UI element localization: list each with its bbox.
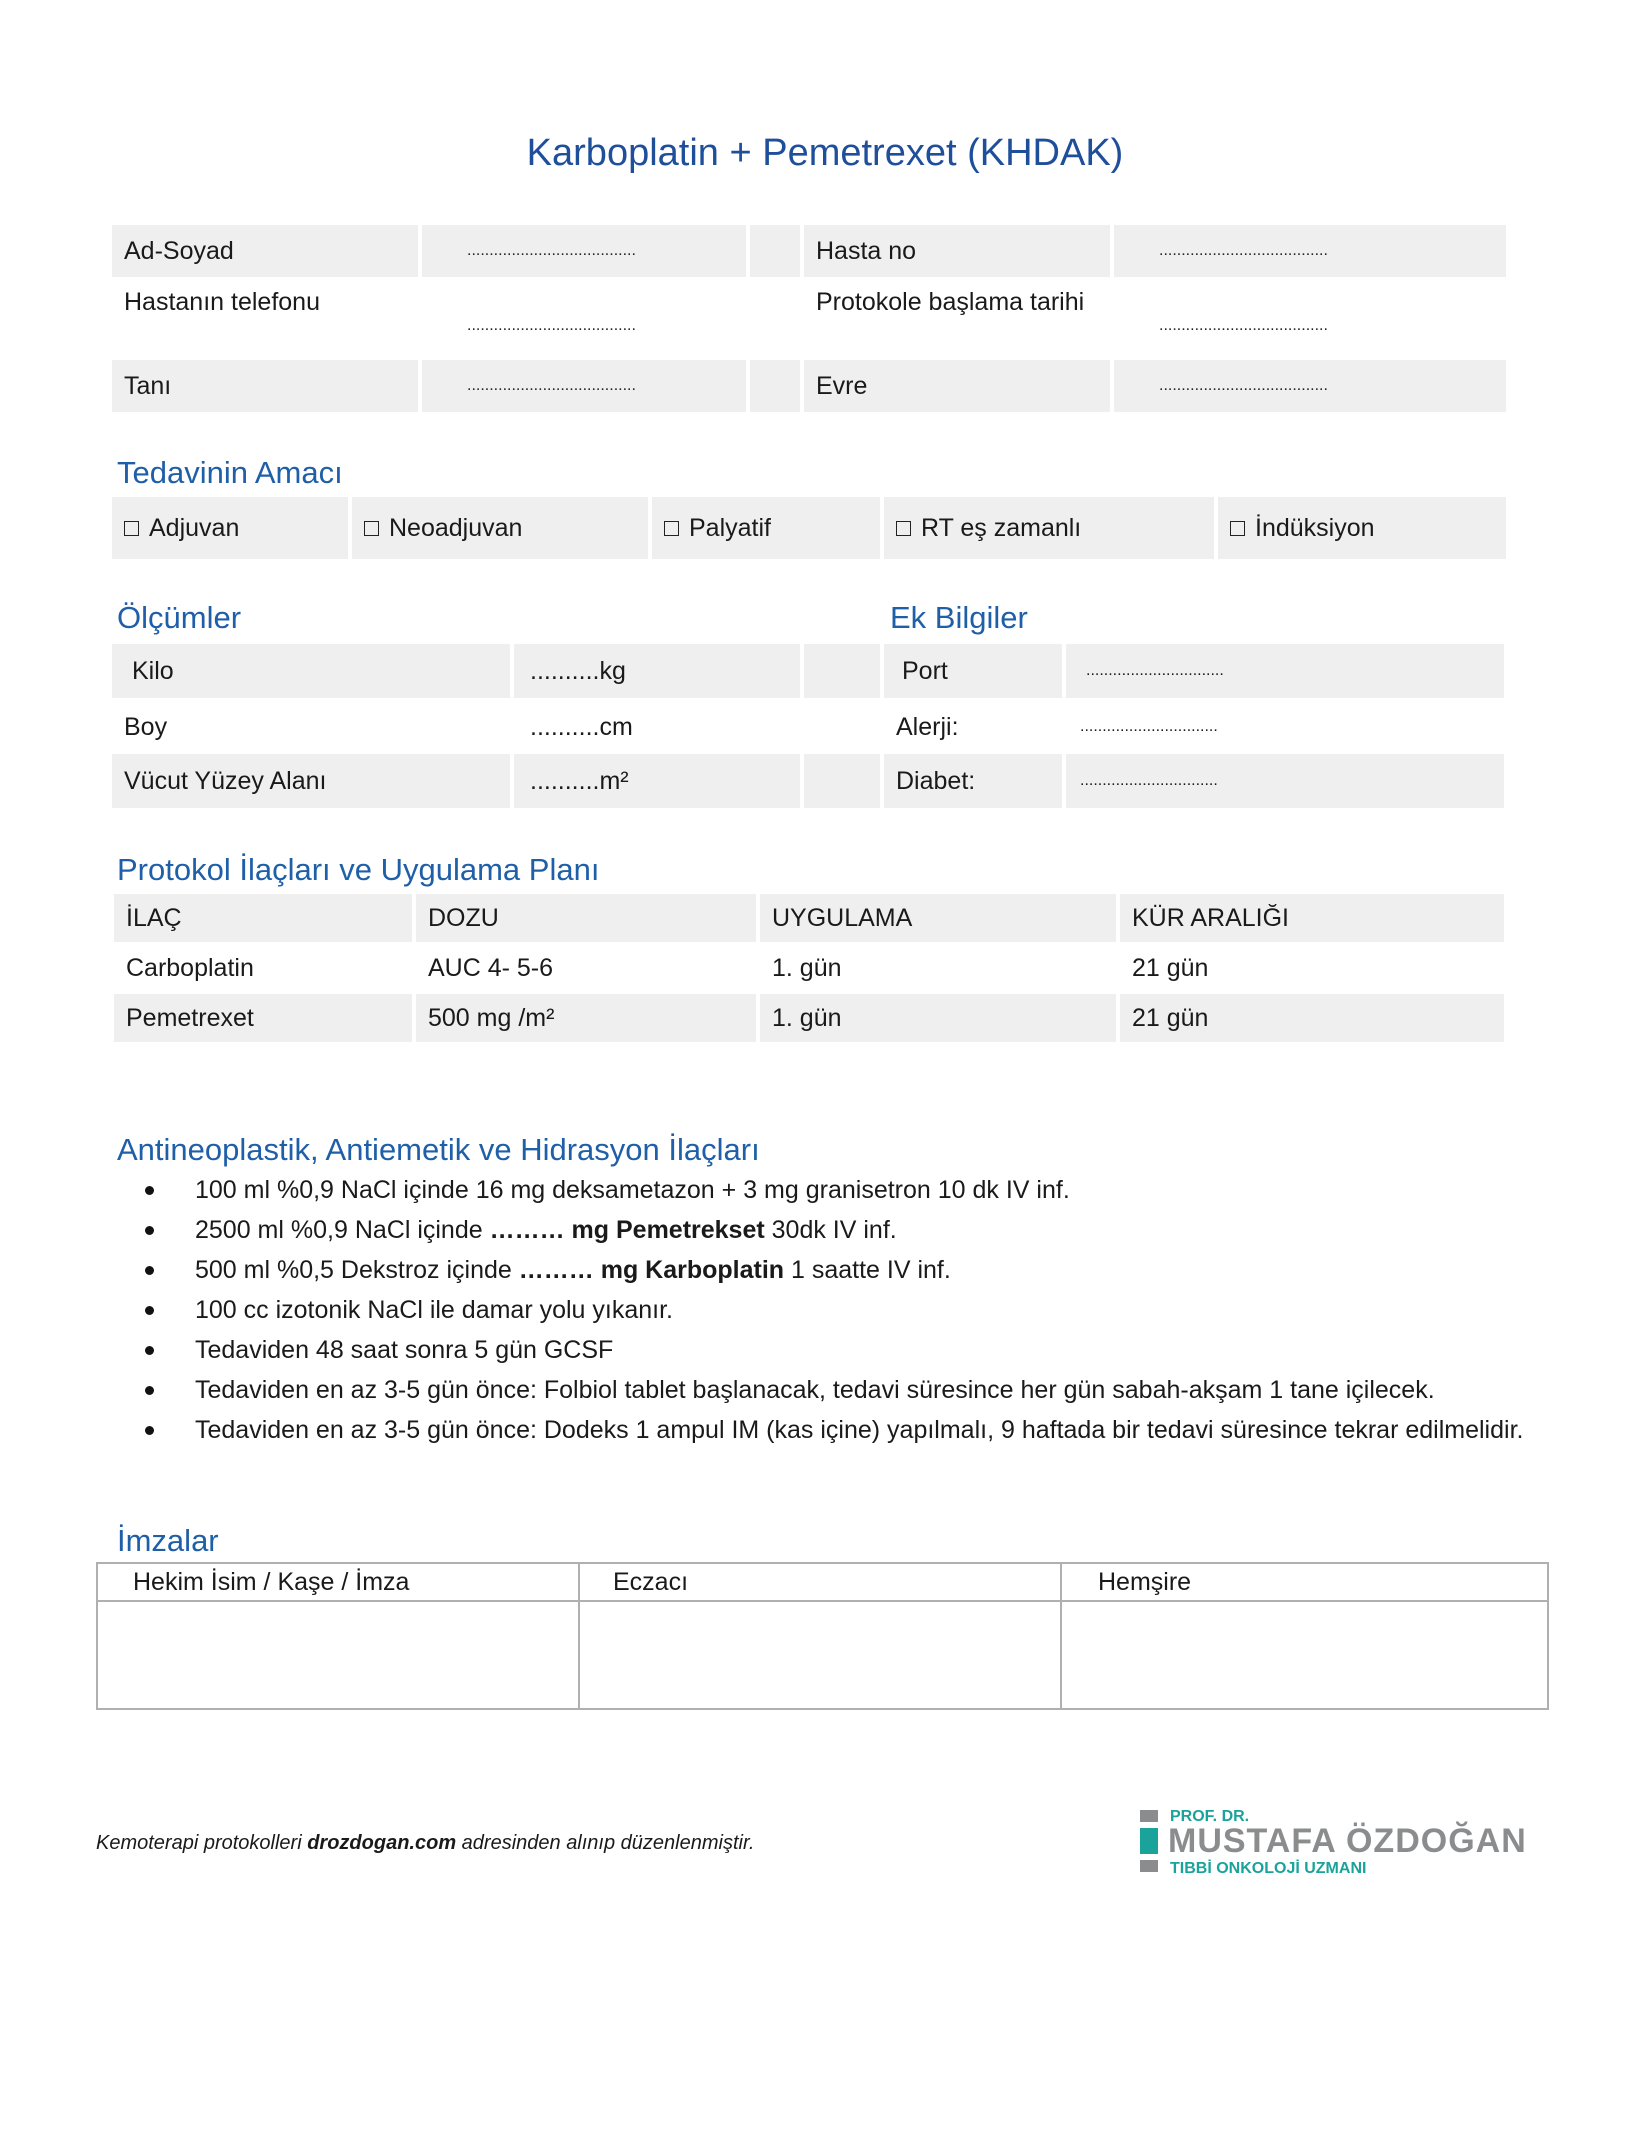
diabetes-field[interactable]: ...............................	[1066, 754, 1504, 808]
table-cell: 500 mg /m²	[416, 994, 756, 1042]
height-label: Boy	[124, 712, 168, 741]
list-item: 2500 ml %0,9 NaCl içinde ……… mg Pemetrekset 30dk IV inf.	[145, 1210, 1545, 1250]
list-item: 100 ml %0,9 NaCl içinde 16 mg deksametazon + 3 mg granisetron 10 dk IV inf.	[145, 1170, 1545, 1210]
purpose-option-induksiyon[interactable]	[1218, 497, 1506, 559]
spacer-cell	[750, 360, 800, 412]
patient-no-field[interactable]: ......................................	[1114, 225, 1506, 277]
logo-line1: PROF. DR.	[1170, 1808, 1250, 1825]
spacer-cell	[750, 225, 800, 277]
purpose-option-neoadjuvan[interactable]	[352, 497, 648, 559]
logo	[1140, 1808, 1560, 1878]
col-header-administration: UYGULAMA	[760, 894, 1116, 942]
table-cell: 21 gün	[1132, 953, 1209, 982]
port-field[interactable]: ...............................	[1066, 644, 1504, 698]
table-cell: AUC 4- 5-6	[428, 953, 554, 982]
sig-box-doctor[interactable]	[98, 1602, 578, 1710]
logo-mark-bottom	[1140, 1860, 1158, 1872]
bullet-icon	[145, 1226, 154, 1235]
page-title: Karboplatin + Pemetrexet (KHDAK)	[526, 132, 1124, 174]
purpose-option-rt[interactable]	[884, 497, 1214, 559]
bullet-icon	[145, 1386, 154, 1395]
list-item: Tedaviden en az 3-5 gün önce: Dodeks 1 ampul IM (kas içine) yapılmalı, 9 haftada bir tedavi süresince tekrar edilmelidir.	[145, 1410, 1545, 1450]
bsa-label: Vücut Yüzey Alanı	[112, 754, 510, 808]
logo-line2: MUSTAFA ÖZDOĞAN	[1168, 1822, 1527, 1860]
name-label: Ad-Soyad	[112, 225, 418, 277]
col-header-dose: DOZU	[416, 894, 756, 942]
port-label: Port	[884, 644, 1062, 698]
checkbox-icon[interactable]	[896, 521, 911, 536]
sig-header-nurse: Hemşire	[1098, 1567, 1192, 1596]
option-label: Palyatif	[689, 513, 771, 542]
purpose-option-adjuvan[interactable]	[112, 497, 348, 559]
signatures-heading: İmzalar	[117, 1523, 219, 1558]
logo-line3: TIBBİ ONKOLOJİ UZMANI	[1170, 1860, 1367, 1877]
bullet-icon	[145, 1346, 154, 1355]
footer-link[interactable]: drozdogan.com	[307, 1832, 457, 1854]
stage-label: Evre	[804, 360, 1110, 412]
col-header-drug: İLAÇ	[114, 894, 412, 942]
bullet-icon	[145, 1306, 154, 1315]
name-field[interactable]: ......................................	[422, 225, 746, 277]
sig-header-doctor: Hekim İsim / Kaşe / İmza	[133, 1567, 410, 1596]
diabetes-label: Diabet:	[884, 754, 1062, 808]
phone-field[interactable]: ......................................	[467, 317, 636, 334]
bullet-icon	[145, 1426, 154, 1435]
start-date-label: Protokole başlama tarihi	[816, 288, 1085, 316]
checkbox-icon[interactable]	[1230, 521, 1245, 536]
extra-heading: Ek Bilgiler	[890, 600, 1028, 635]
stage-field[interactable]: ......................................	[1114, 360, 1506, 412]
list-item: 100 cc izotonik NaCl ile damar yolu yıkanır.	[145, 1290, 1545, 1330]
weight-label: Kilo	[112, 644, 510, 698]
table-cell: Pemetrexet	[114, 994, 412, 1042]
list-item: Tedaviden en az 3-5 gün önce: Folbiol tablet başlanacak, tedavi süresince her gün sabah-akşam 1 tane içilecek.	[145, 1370, 1545, 1410]
option-label: RT eş zamanlı	[921, 513, 1082, 542]
footer-note: Kemoterapi protokolleri drozdogan.com adresinden alınıp düzenlenmiştir.	[96, 1832, 755, 1854]
table-cell: 1. gün	[760, 994, 1116, 1042]
list-item: 500 ml %0,5 Dekstroz içinde ……… mg Karboplatin 1 saatte IV inf.	[145, 1250, 1545, 1290]
sig-header-pharmacist: Eczacı	[613, 1567, 689, 1596]
option-label: İndüksiyon	[1255, 513, 1375, 542]
start-date-field[interactable]: ......................................	[1159, 317, 1328, 334]
col-header-interval: KÜR ARALIĞI	[1120, 894, 1504, 942]
bullet-icon	[145, 1186, 154, 1195]
measurements-heading: Ölçümler	[117, 600, 242, 635]
diagnosis-field[interactable]: ......................................	[422, 360, 746, 412]
table-cell: Carboplatin	[126, 953, 254, 982]
logo-mark-top	[1140, 1810, 1158, 1822]
weight-field[interactable]: ..........kg	[514, 644, 800, 698]
height-field[interactable]: ..........cm	[530, 712, 633, 741]
list-item: Tedaviden 48 saat sonra 5 gün GCSF	[145, 1330, 1545, 1370]
drug-list	[145, 1170, 1545, 1450]
sig-box-nurse[interactable]	[1062, 1602, 1549, 1710]
option-label: Neoadjuvan	[389, 513, 523, 542]
purpose-heading: Tedavinin Amacı	[117, 455, 343, 490]
logo-mark-middle	[1140, 1828, 1158, 1854]
checkbox-icon[interactable]	[364, 521, 379, 536]
bullet-icon	[145, 1266, 154, 1275]
signature-table	[96, 1562, 1549, 1710]
diagnosis-label: Tanı	[112, 360, 418, 412]
spacer-cell	[804, 644, 880, 698]
purpose-option-palyatif[interactable]	[652, 497, 880, 559]
checkbox-icon[interactable]	[664, 521, 679, 536]
patient-no-label: Hasta no	[804, 225, 1110, 277]
drugs-heading: Antineoplastik, Antiemetik ve Hidrasyon İlaçları	[117, 1132, 760, 1167]
allergy-field[interactable]: ...............................	[1080, 718, 1218, 735]
table-cell: 1. gün	[772, 953, 842, 982]
spacer-cell	[804, 754, 880, 808]
sig-box-pharmacist[interactable]	[580, 1602, 1060, 1710]
checkbox-icon[interactable]	[124, 521, 139, 536]
table-cell: 21 gün	[1120, 994, 1504, 1042]
protocol-heading: Protokol İlaçları ve Uygulama Planı	[117, 852, 600, 887]
option-label: Adjuvan	[149, 513, 240, 542]
bsa-field[interactable]: ..........m²	[514, 754, 800, 808]
phone-label: Hastanın telefonu	[124, 288, 320, 316]
allergy-label: Alerji:	[896, 712, 959, 741]
